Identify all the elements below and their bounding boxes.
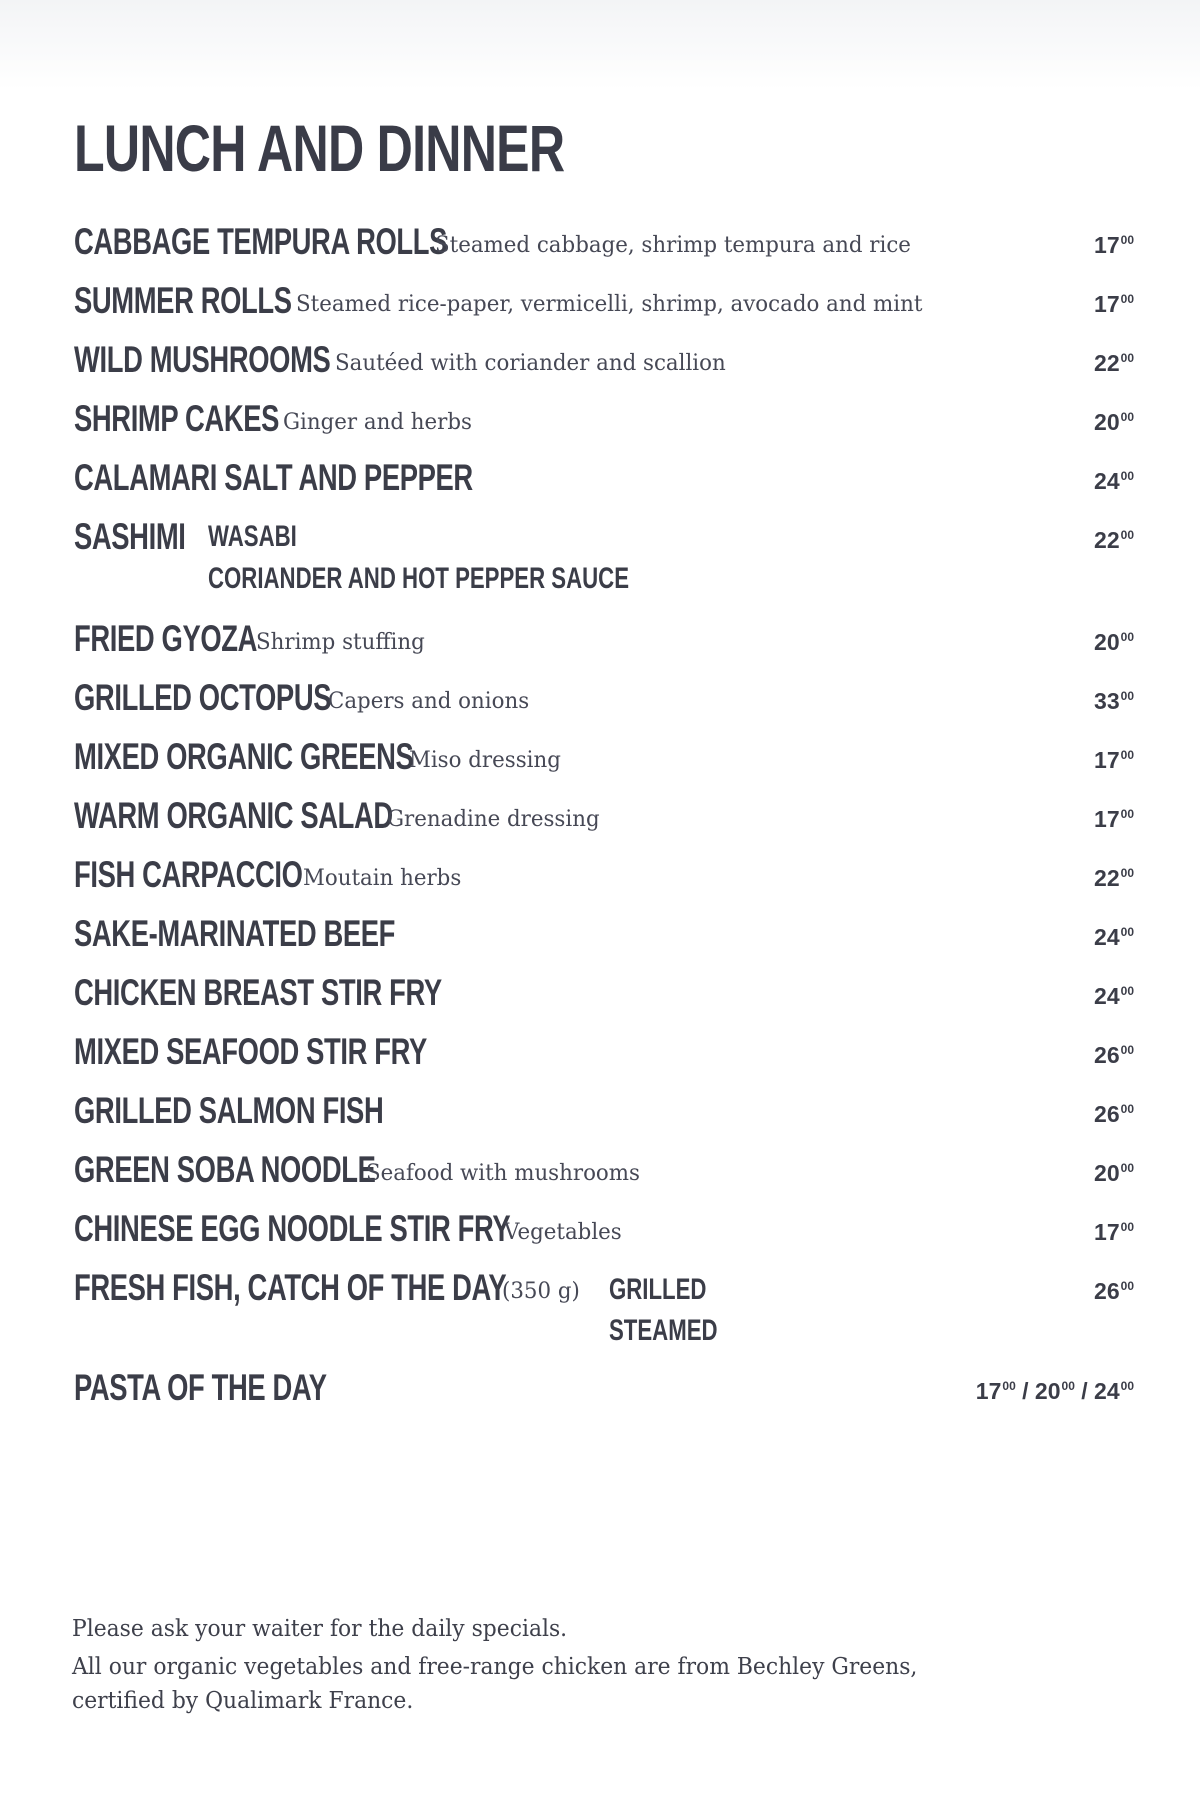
item-name: FRIED GYOZA — [74, 618, 258, 659]
item-option: CORIANDER AND HOT PEPPER SAUCE — [208, 562, 630, 595]
item-description: Miso dressing — [409, 748, 561, 773]
item-price: $26^{00}$ — [1094, 1101, 1134, 1127]
menu-item — [74, 1145, 1134, 1195]
item-price: $20^{00}$ — [1094, 629, 1134, 655]
menu-item — [74, 217, 1134, 267]
item-price: $20^{00}$ — [1094, 1160, 1134, 1186]
menu-item — [74, 335, 1134, 385]
item-description: Shrimp stuffing — [256, 630, 425, 655]
menu-item — [74, 1263, 1134, 1363]
item-price: $22^{00}$ — [1094, 865, 1134, 891]
footer-notes — [72, 1612, 1132, 1718]
item-name: PASTA OF THE DAY — [74, 1367, 327, 1408]
item-name: SHRIMP CAKES — [74, 398, 280, 439]
menu-item — [74, 1204, 1134, 1254]
item-description: Capers and onions — [328, 689, 530, 714]
item-option: STEAMED — [609, 1314, 718, 1347]
item-name: SUMMER ROLLS — [74, 280, 292, 321]
footer-specials-note: Please ask your waiter for the daily specials. — [72, 1616, 568, 1642]
footer-sourcing-note: All our organic vegetables and free-range chicken are from Bechley Greens, — [72, 1654, 918, 1680]
menu-item — [74, 394, 1134, 444]
menu-item — [74, 512, 1134, 612]
item-name: CALAMARI SALT AND PEPPER — [74, 457, 473, 498]
menu-item — [74, 276, 1134, 326]
menu-item — [74, 909, 1134, 959]
item-description: Grenadine dressing — [387, 807, 600, 832]
item-price: $17^{00}$ — [1094, 747, 1134, 773]
item-price: $22^{00}$ — [1094, 527, 1134, 553]
item-price: $26^{00}$ — [1094, 1278, 1134, 1304]
item-description: Vegetables — [504, 1220, 622, 1245]
menu-item — [74, 791, 1134, 841]
menu-item — [74, 1086, 1134, 1136]
item-name: FISH CARPACCIO — [74, 854, 303, 895]
item-name: GREEN SOBA NOODLE — [74, 1149, 376, 1190]
item-price: $26^{00}$ — [1094, 1042, 1134, 1068]
item-price: $17^{00}$ — [1094, 232, 1134, 258]
item-price: $24^{00}$ — [1094, 983, 1134, 1009]
item-price: $17^{00}$ — [1094, 806, 1134, 832]
item-option: WASABI — [208, 520, 297, 553]
menu-item — [74, 850, 1134, 900]
item-name: CHINESE EGG NOODLE STIR FRY — [74, 1208, 511, 1249]
item-price: $20^{00}$ — [1094, 409, 1134, 435]
item-name: WARM ORGANIC SALAD — [74, 795, 393, 836]
item-price: $17^{00}$ — [1094, 291, 1134, 317]
item-description: Sautéed with coriander and scallion — [335, 351, 726, 376]
menu-item — [74, 732, 1134, 782]
item-name: WILD MUSHROOMS — [74, 339, 331, 380]
menu-item — [74, 1363, 1134, 1413]
item-description: Seafood with mushrooms — [366, 1161, 640, 1186]
menu-item — [74, 1027, 1134, 1077]
footer-certification-note: certified by Qualimark France. — [72, 1688, 414, 1714]
item-name: FRESH FISH, CATCH OF THE DAY — [74, 1267, 507, 1308]
menu-item — [74, 968, 1134, 1018]
item-name: CHICKEN BREAST STIR FRY — [74, 972, 442, 1013]
item-price: $24^{00}$ — [1094, 468, 1134, 494]
item-price: $17^{00}$ — [1094, 1219, 1134, 1245]
item-description: Ginger and herbs — [283, 410, 472, 435]
item-price: $24^{00}$ — [1094, 924, 1134, 950]
item-name: MIXED SEAFOOD STIR FRY — [74, 1031, 427, 1072]
item-name: GRILLED OCTOPUS — [74, 677, 332, 718]
menu-item — [74, 453, 1134, 503]
item-price: $22^{00}$ — [1094, 350, 1134, 376]
item-name: GRILLED SALMON FISH — [74, 1090, 384, 1131]
item-option: GRILLED — [609, 1273, 707, 1306]
item-name: CABBAGE TEMPURA ROLLS — [74, 221, 448, 262]
page-title: LUNCH AND DINNER — [74, 111, 565, 185]
item-price-options: $17^{00} / 20^{00} / 24^{00}$ — [975, 1378, 1134, 1404]
item-description: Steamed rice-paper, vermicelli, shrimp, avocado and mint — [296, 292, 923, 317]
item-name: MIXED ORGANIC GREENS — [74, 736, 414, 777]
menu-item — [74, 673, 1134, 723]
menu-item — [74, 614, 1134, 664]
item-description: Moutain herbs — [303, 866, 462, 891]
item-name: SASHIMI — [74, 516, 186, 557]
item-price: $33^{00}$ — [1094, 688, 1134, 714]
item-description: (350 g) — [502, 1279, 580, 1304]
item-name: SAKE-MARINATED BEEF — [74, 913, 396, 954]
item-description: Steamed cabbage, shrimp tempura and rice — [435, 233, 911, 258]
